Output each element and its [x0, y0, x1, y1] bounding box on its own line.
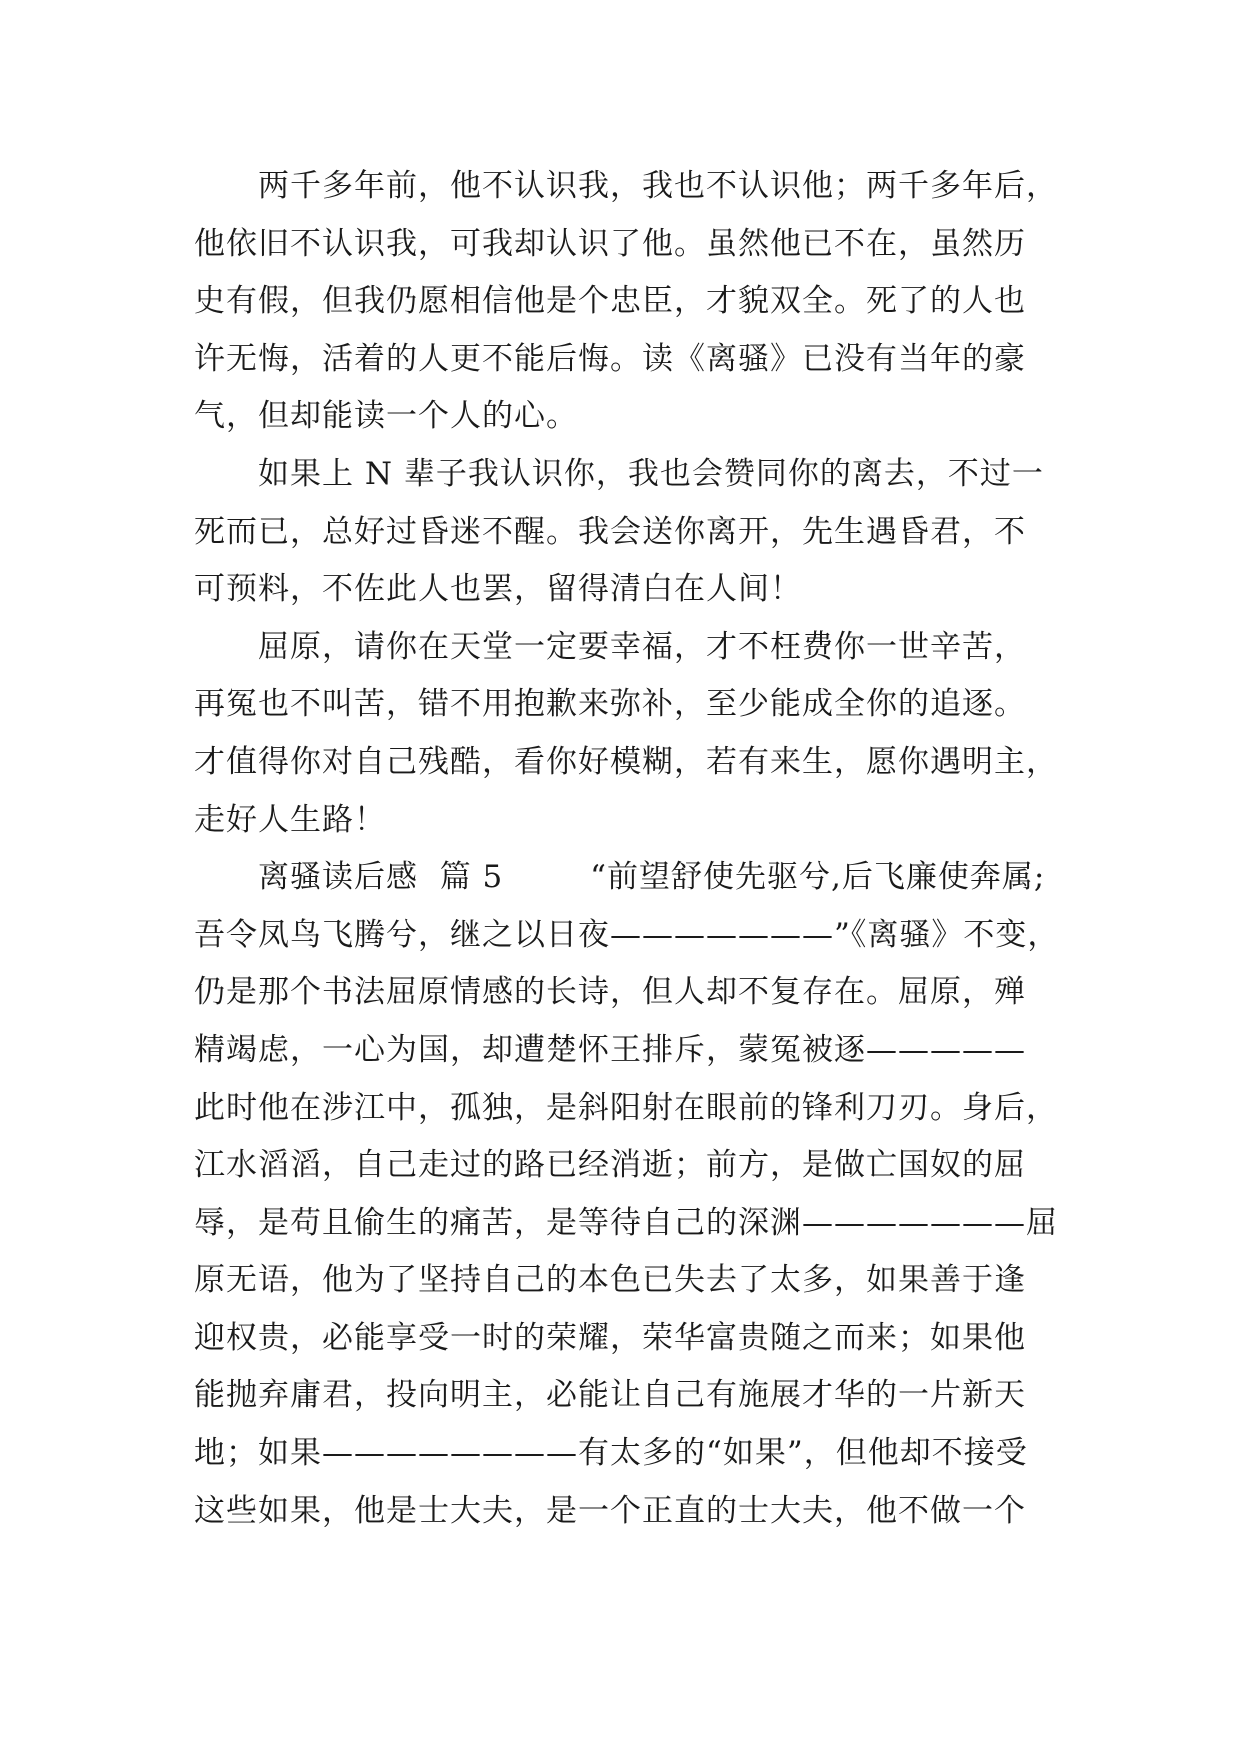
text-line: 江水滔滔，自己走过的路已经消逝；前方，是做亡国奴的屈: [194, 1147, 1026, 1184]
text-line: 地；如果————————有太多的“如果”，但他却不接受: [194, 1435, 1028, 1472]
text-line: 屈原，请你在天堂一定要幸福，才不枉费你一世辛苦，: [258, 628, 1026, 665]
text-line: 可预料，不佐此人也罢，留得清白在人间！: [194, 571, 802, 608]
text-line: 仍是那个书法屈原情感的长诗，但人却不复存在。屈原，殚: [194, 974, 1026, 1011]
text-line: 走好人生路！: [194, 801, 386, 838]
text-line: 才值得你对自己残酷，看你好模糊，若有来生，愿你遇明主，: [194, 743, 1058, 780]
text-line: 如果上 N 辈子我认识你，我也会赞同你的离去，不过一: [258, 455, 1044, 492]
text-line: 原无语，他为了坚持自己的本色已失去了太多，如果善于逢: [194, 1262, 1026, 1299]
text-line: 死而已，总好过昏迷不醒。我会送你离开，先生遇昏君，不: [194, 513, 1026, 550]
text-line: 再冤也不叫苦，错不用抱歉来弥补，至少能成全你的追逐。: [194, 686, 1026, 723]
section-heading-line: 离骚读后感 篇 5 “前望舒使先驱兮,后飞廉使奔属;: [258, 859, 1046, 896]
text-line: 辱，是苟且偷生的痛苦，是等待自己的深渊———————屈: [194, 1204, 1058, 1241]
text-line: 两千多年前，他不认识我，我也不认识他；两千多年后，: [258, 168, 1058, 204]
essay-text: [194, 158, 1074, 1540]
text-line: 此时他在涉江中，孤独，是斜阳射在眼前的锋利刀刃。身后，: [194, 1089, 1058, 1126]
text-line: 史有假，但我仍愿相信他是个忠臣，才貌双全。死了的人也: [194, 283, 1026, 320]
text-line: 迎权贵，必能享受一时的荣耀，荣华富贵随之而来；如果他: [194, 1319, 1026, 1356]
text-line: 许无悔，活着的人更不能后悔。读《离骚》已没有当年的豪: [194, 340, 1026, 377]
text-line: 这些如果，他是士大夫，是一个正直的士大夫，他不做一个: [194, 1492, 1026, 1529]
text-line: 精竭虑，一心为国，却遭楚怀王排斥，蒙冤被逐—————: [194, 1031, 1026, 1068]
text-line: 吾令凤鸟飞腾兮，继之以日夜———————”《离骚》不变，: [194, 916, 1060, 953]
text-line: 能抛弃庸君，投向明主，必能让自己有施展才华的一片新天: [194, 1377, 1026, 1414]
text-line: 气，但却能读一个人的心。: [194, 398, 578, 435]
text-line: 他依旧不认识我，可我却认识了他。虽然他已不在，虽然历: [194, 225, 1026, 262]
